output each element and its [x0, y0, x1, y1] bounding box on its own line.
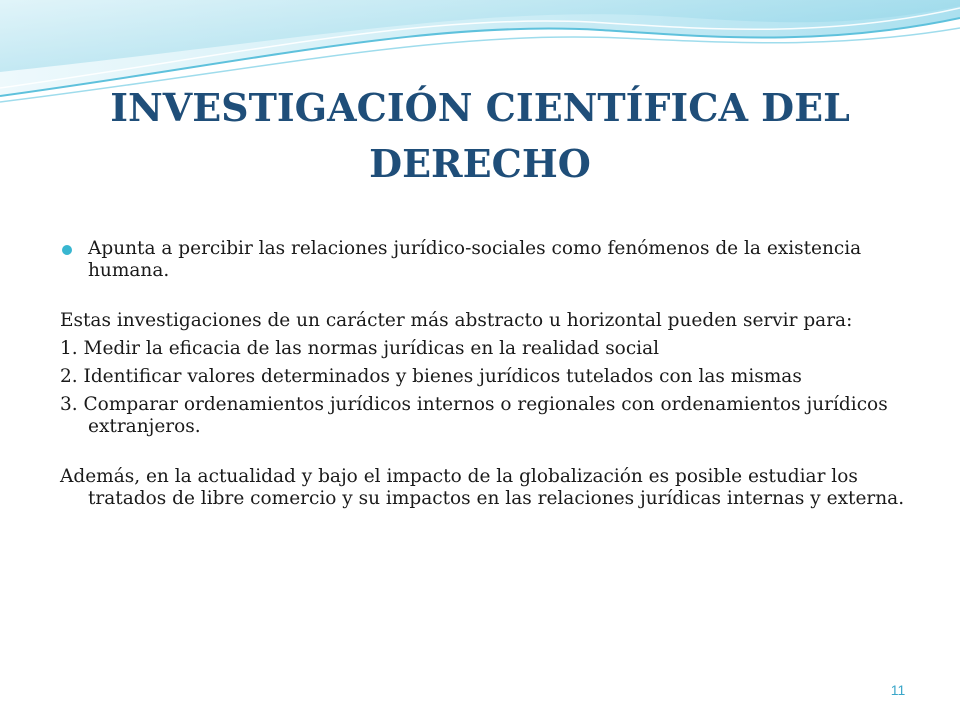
bullet-text: Apunta a percibir las relaciones jurídico-sociales como fenómenos de la existencia humana.: [88, 238, 862, 281]
bullet-dot-icon: [62, 245, 72, 255]
list-item-3: 3. Comparar ordenamientos jurídicos internos o regionales con ordenamientos jurídicos extranjeros.: [60, 394, 888, 437]
page-number: 11: [890, 682, 906, 698]
intro-paragraph: Estas investigaciones de un carácter más abstracto u horizontal pueden servir para:: [60, 310, 853, 331]
list-item-1: 1. Medir la eficacia de las normas jurídicas en la realidad social: [60, 338, 660, 359]
bullet-paragraph: [60, 238, 910, 282]
closing-paragraph: Además, en la actualidad y bajo el impacto de la globalización es posible estudiar los tratados de libre comercio y su impactos en las relaciones jurídicas internas y externa.: [60, 466, 905, 509]
list-item-2: 2. Identificar valores determinados y bienes jurídicos tutelados con las mismas: [60, 366, 802, 387]
slide-body: [60, 238, 910, 510]
slide-title: INVESTIGACIÓN CIENTÍFICA DEL DERECHO: [110, 85, 850, 186]
